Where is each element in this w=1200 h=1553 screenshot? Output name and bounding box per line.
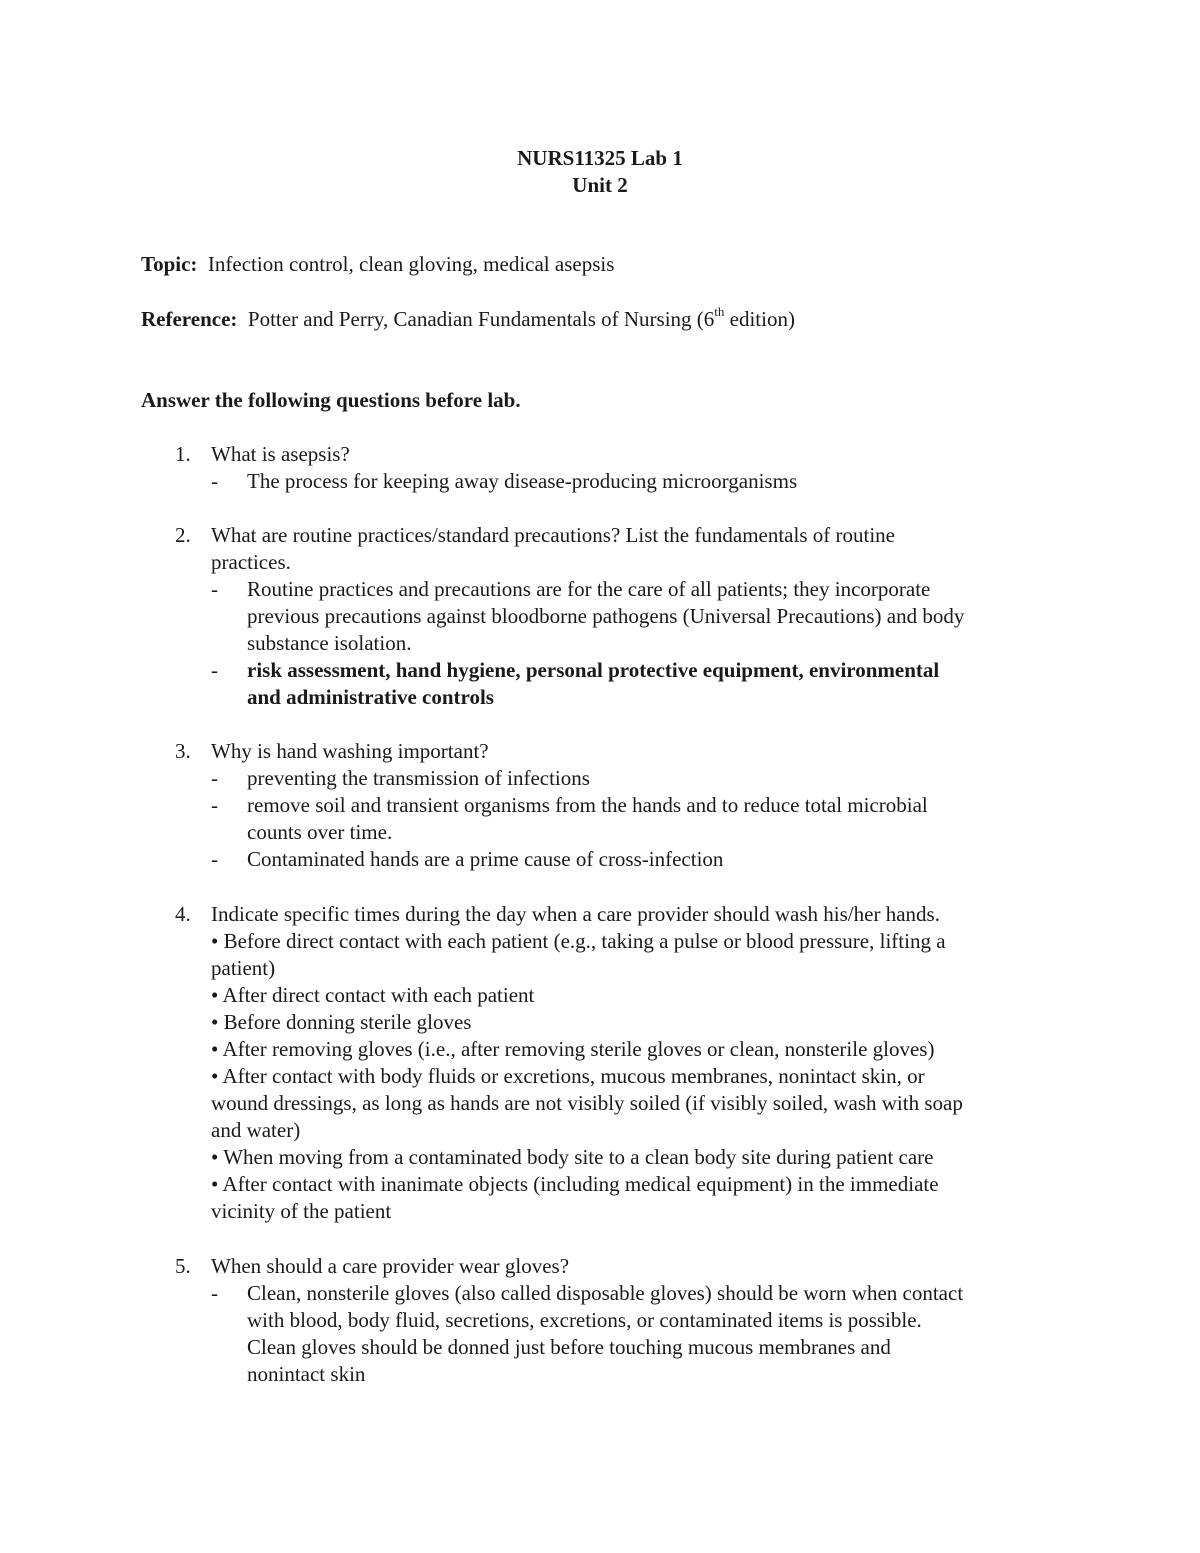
- bullet-line: • When moving from a contaminated body site to a clean body site during patient care: [211, 1145, 934, 1169]
- answer-marker: -: [211, 658, 218, 682]
- bullet-line: • After direct contact with each patient: [211, 983, 535, 1007]
- reference-value: Potter and Perry, Canadian Fundamentals of Nursing (6: [247, 307, 715, 331]
- reference-label: Reference:: [141, 307, 238, 331]
- topic-label: Topic:: [141, 252, 198, 276]
- answer-text: Clean, nonsterile gloves (also called disposable gloves) should be worn when contact: [247, 1281, 964, 1305]
- answer-marker: -: [211, 766, 218, 790]
- answer-text: previous precautions against bloodborne pathogens (Universal Precautions) and body: [247, 604, 965, 628]
- bullet-line: wound dressings, as long as hands are not visibly soiled (if visibly soiled, wash with soap: [211, 1091, 963, 1115]
- bullet-line: • After contact with inanimate objects (including medical equipment) in the immediate: [211, 1172, 939, 1196]
- reference-superscript: th: [714, 304, 725, 319]
- answer-text: Contaminated hands are a prime cause of cross-infection: [247, 847, 724, 871]
- page-subtitle: Unit 2: [572, 173, 628, 197]
- question-number: 1.: [175, 442, 191, 466]
- bullet-line: and water): [211, 1118, 301, 1142]
- reference-value-end: edition): [724, 307, 795, 331]
- answer-marker: -: [211, 847, 218, 871]
- bullet-line: • After removing gloves (i.e., after removing sterile gloves or clean, nonsterile gloves): [211, 1037, 935, 1061]
- bullet-line: • Before direct contact with each patient (e.g., taking a pulse or blood pressure, lifting a: [211, 929, 946, 953]
- question-number: 3.: [175, 739, 191, 763]
- answer-text: nonintact skin: [247, 1362, 366, 1386]
- question-text: When should a care provider wear gloves?: [211, 1254, 570, 1278]
- answer-text: Routine practices and precautions are for the care of all patients; they incorporate: [247, 577, 931, 601]
- answer-text-bold: risk assessment, hand hygiene, personal protective equipment, environmental: [247, 658, 940, 682]
- answer-marker: -: [211, 1281, 218, 1305]
- answer-marker: -: [211, 577, 218, 601]
- answer-text: Clean gloves should be donned just before touching mucous membranes and: [247, 1335, 891, 1359]
- page-title: NURS11325 Lab 1: [517, 146, 683, 170]
- bullet-line: vicinity of the patient: [211, 1199, 392, 1223]
- answer-text: counts over time.: [247, 820, 393, 844]
- topic-value: Infection control, clean gloving, medical asepsis: [207, 252, 615, 276]
- answer-text: The process for keeping away disease-producing microorganisms: [247, 469, 798, 493]
- question-number: 5.: [175, 1254, 191, 1278]
- answer-text-bold: and administrative controls: [247, 685, 494, 709]
- question-number: 4.: [175, 902, 191, 926]
- question-text: What are routine practices/standard precautions? List the fundamentals of routine: [211, 523, 895, 547]
- bullet-line: • Before donning sterile gloves: [211, 1010, 472, 1034]
- answer-text: substance isolation.: [247, 631, 412, 655]
- instruction-heading: Answer the following questions before lab.: [141, 388, 521, 412]
- bullet-line: • After contact with body fluids or excretions, mucous membranes, nonintact skin, or: [211, 1064, 925, 1088]
- question-number: 2.: [175, 523, 191, 547]
- answer-marker: -: [211, 469, 218, 493]
- question-text: Indicate specific times during the day when a care provider should wash his/her hands.: [211, 902, 940, 926]
- topic-line: [141, 251, 614, 278]
- bullet-line: patient): [211, 956, 276, 980]
- answer-text: preventing the transmission of infections: [247, 766, 590, 790]
- answer-text: remove soil and transient organisms from the hands and to reduce total microbial: [247, 793, 928, 817]
- question-text: Why is hand washing important?: [211, 739, 489, 763]
- answer-marker: -: [211, 793, 218, 817]
- question-text: What is asepsis?: [211, 442, 350, 466]
- reference-line: [141, 306, 795, 333]
- answer-text: with blood, body fluid, secretions, excretions, or contaminated items is possible.: [247, 1308, 922, 1332]
- question-text: practices.: [211, 550, 291, 574]
